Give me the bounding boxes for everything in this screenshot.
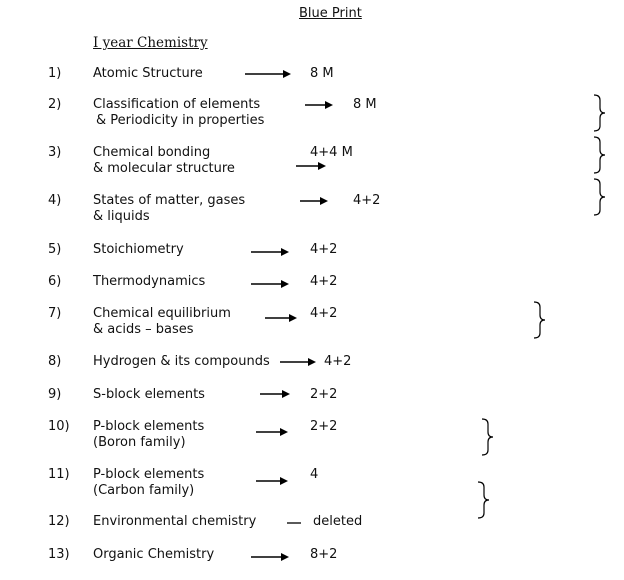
- topic-label: P-block elements: [93, 419, 205, 434]
- topic-label: Organic Chemistry: [93, 547, 215, 562]
- topic-label: Atomic Structure: [93, 66, 203, 81]
- row-number: 9): [48, 387, 62, 402]
- marks-value: 4+2: [310, 242, 338, 257]
- dash-icon: [287, 518, 301, 528]
- right-arrow-icon: [300, 196, 328, 206]
- topic-label: Chemical bonding: [93, 145, 211, 160]
- topic-label-line2: & liquids: [93, 209, 150, 224]
- right-curly-brace-icon: [480, 418, 494, 456]
- right-arrow-icon: [260, 389, 290, 399]
- row-number: 6): [48, 274, 62, 289]
- right-curly-brace-icon: [532, 301, 546, 339]
- topic-label-line2: (Carbon family): [93, 483, 195, 498]
- right-curly-brace-icon: [592, 178, 606, 216]
- right-arrow-icon: [256, 427, 288, 437]
- topic-label: Environmental chemistry: [93, 514, 257, 529]
- marks-value: 8 M: [310, 66, 334, 81]
- right-arrow-icon: [280, 357, 316, 367]
- right-arrow-icon: [251, 279, 289, 289]
- page-subtitle: I year Chemistry: [93, 35, 208, 51]
- right-arrow-icon: [251, 552, 289, 562]
- row-number: 1): [48, 66, 62, 81]
- topic-label: Stoichiometry: [93, 242, 184, 257]
- right-arrow-icon: [265, 313, 297, 323]
- topic-label: Thermodynamics: [93, 274, 206, 289]
- topic-label: S-block elements: [93, 387, 205, 402]
- row-number: 5): [48, 242, 62, 257]
- row-number: 4): [48, 193, 62, 208]
- row-number: 2): [48, 97, 62, 112]
- marks-value: 4+2: [310, 274, 338, 289]
- row-number: 3): [48, 145, 62, 160]
- topic-label: States of matter, gases: [93, 193, 246, 208]
- right-arrow-icon: [251, 247, 289, 257]
- topic-label-line2: & molecular structure: [93, 161, 235, 176]
- marks-value: 4: [310, 467, 319, 482]
- marks-value: 2+2: [310, 419, 338, 434]
- row-number: 12): [48, 514, 70, 529]
- topic-label-line2: & Periodicity in properties: [96, 113, 265, 128]
- row-number: 7): [48, 306, 62, 321]
- marks-value: deleted: [313, 514, 363, 529]
- right-curly-brace-icon: [592, 136, 606, 174]
- row-number: 13): [48, 547, 70, 562]
- topic-label-line2: (Boron family): [93, 435, 186, 450]
- right-arrow-icon: [245, 69, 291, 79]
- marks-value: 8 M: [353, 97, 377, 112]
- row-number: 10): [48, 419, 70, 434]
- topic-label: P-block elements: [93, 467, 205, 482]
- topic-label: Hydrogen & its compounds: [93, 354, 270, 369]
- topic-label: Classification of elements: [93, 97, 261, 112]
- marks-value: 4+2: [324, 354, 352, 369]
- row-number: 8): [48, 354, 62, 369]
- marks-value: 8+2: [310, 547, 338, 562]
- marks-value: 2+2: [310, 387, 338, 402]
- right-curly-brace-icon: [592, 94, 606, 132]
- marks-value: 4+2: [353, 193, 381, 208]
- right-arrow-icon: [296, 161, 326, 171]
- row-number: 11): [48, 467, 70, 482]
- marks-value: 4+2: [310, 306, 338, 321]
- right-arrow-icon: [256, 476, 288, 486]
- right-arrow-icon: [305, 100, 333, 110]
- topic-label: Chemical equilibrium: [93, 306, 231, 321]
- marks-value: 4+4 M: [310, 145, 353, 160]
- topic-label-line2: & acids – bases: [93, 322, 194, 337]
- right-curly-brace-icon: [476, 481, 490, 519]
- page-title: Blue Print: [299, 6, 362, 21]
